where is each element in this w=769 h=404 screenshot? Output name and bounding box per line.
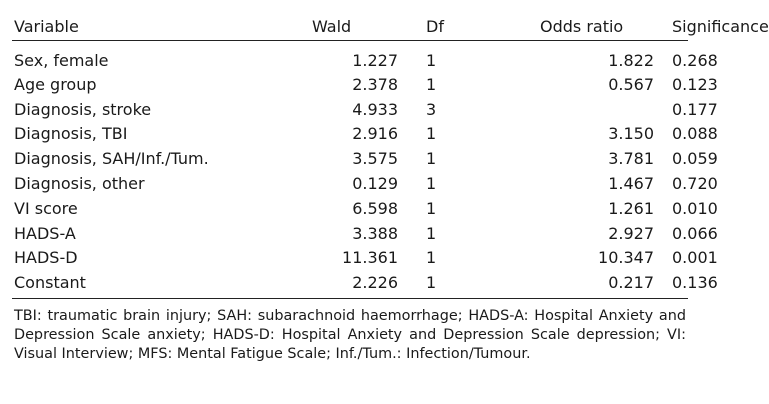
table-body [12, 40, 718, 298]
cell-wald: 1.227 [352, 50, 398, 70]
cell-significance: 0.010 [672, 198, 718, 218]
cell-odds-ratio: 1.822 [608, 50, 654, 70]
cell-wald: 0.129 [352, 174, 398, 194]
cell-df: 3 [426, 99, 437, 119]
cell-df: 1 [398, 270, 516, 298]
cell-variable: HADS-D [14, 248, 78, 268]
cell-variable: VI score [14, 198, 78, 218]
header-significance: Significance [654, 8, 688, 40]
table-row [12, 72, 688, 97]
cell-odds-ratio: 0.217 [516, 270, 654, 298]
cell-df: 1 [426, 149, 437, 169]
cell-odds-ratio: 0.567 [608, 74, 654, 94]
cell-significance: 0.136 [654, 270, 688, 298]
cell-wald: 2.226 [264, 270, 398, 298]
table-row [12, 40, 688, 72]
cell-variable: Diagnosis, SAH/Inf./Tum. [14, 149, 209, 169]
cell-significance: 0.268 [672, 50, 718, 70]
table-container [12, 8, 769, 364]
cell-significance: 0.066 [672, 223, 718, 243]
cell-significance: 0.088 [672, 124, 718, 144]
cell-significance: 0.059 [672, 149, 718, 169]
header-odds-ratio: Odds ratio [516, 8, 654, 40]
cell-wald: 2.378 [352, 74, 398, 94]
cell-odds-ratio: 1.467 [608, 174, 654, 194]
cell-df: 1 [426, 124, 437, 144]
table-row [12, 171, 688, 196]
cell-wald: 3.388 [352, 223, 398, 243]
cell-variable: Sex, female [14, 50, 109, 70]
cell-significance: 0.123 [672, 74, 718, 94]
cell-wald: 4.933 [352, 99, 398, 119]
cell-wald: 11.361 [342, 248, 398, 268]
header-wald: Wald [264, 8, 398, 40]
cell-variable: Diagnosis, other [14, 174, 145, 194]
cell-odds-ratio: 2.927 [608, 223, 654, 243]
header-row [12, 8, 688, 40]
cell-variable: Diagnosis, TBI [14, 124, 128, 144]
table-row [12, 122, 688, 147]
cell-odds-ratio: 3.781 [608, 149, 654, 169]
cell-variable: Constant [12, 270, 264, 298]
cell-variable: HADS-A [14, 223, 76, 243]
table-footnote: TBI: traumatic brain injury; SAH: subarachnoid haemorrhage; HADS-A: Hospital Anxiety and Depression Scale anxiety; HADS-D: Hospital Anxiety and Depression Scale depression; VI: Visual Interview; MFS: Mental Fatigue Scale; Inf./Tum.: Infection/Tumour. [14, 307, 686, 362]
cell-variable: Diagnosis, stroke [14, 99, 152, 119]
regression-table [12, 8, 769, 299]
cell-significance: 0.720 [672, 174, 718, 194]
table-row [12, 146, 688, 171]
table-row [12, 196, 688, 221]
cell-df: 1 [426, 50, 437, 70]
cell-variable: Age group [14, 74, 97, 94]
cell-df: 1 [426, 223, 437, 243]
cell-wald: 3.575 [352, 149, 398, 169]
cell-df: 1 [426, 174, 437, 194]
table-header [12, 8, 769, 40]
table-row [12, 221, 688, 246]
header-df: Df [398, 8, 516, 40]
cell-significance: 0.177 [672, 99, 718, 119]
table-row [12, 270, 688, 298]
table-row [12, 97, 688, 122]
cell-wald: 6.598 [352, 198, 398, 218]
cell-odds-ratio: 10.347 [598, 248, 654, 268]
cell-df: 1 [426, 198, 437, 218]
cell-odds-ratio [516, 97, 654, 122]
cell-odds-ratio: 3.150 [608, 124, 654, 144]
cell-significance: 0.001 [672, 248, 718, 268]
table-row [12, 246, 688, 271]
cell-df: 1 [426, 248, 437, 268]
cell-wald: 2.916 [352, 124, 398, 144]
cell-df: 1 [426, 74, 437, 94]
header-variable: Variable [12, 8, 264, 40]
cell-odds-ratio: 1.261 [608, 198, 654, 218]
